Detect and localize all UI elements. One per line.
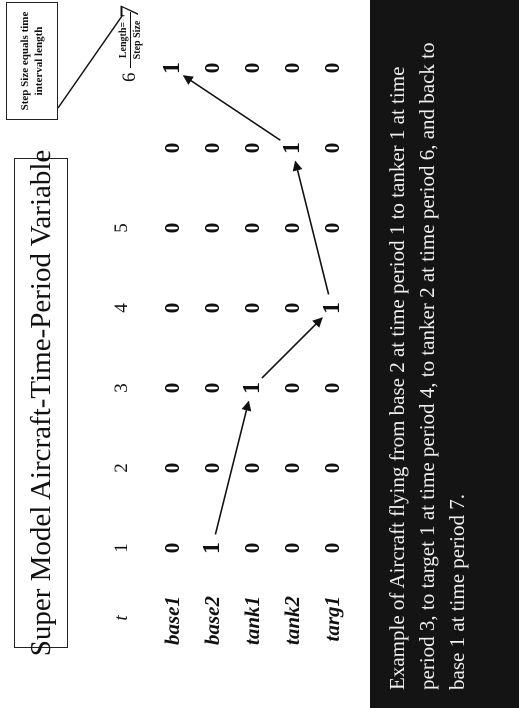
cell-tank2-t1: 0 [280,542,304,554]
formula-denominator: Step Size [132,20,143,60]
callout-pointer [58,16,122,108]
cell-tank2-t3: 0 [280,382,304,394]
cell-base2-t2: 0 [200,462,224,474]
cell-tank1-t2: 0 [240,462,264,474]
cell-tank1-t3: 1 [239,382,265,394]
column-header-1: 1 [111,543,132,553]
column-header-5: 5 [111,223,132,233]
caption-text: Example of Aircraft flying from base 2 at time period 1 to tanker 1 at time period 3, to target 1 at time period 4, to tanker 2 at time period 6, and back to base 1 at time period 7. [385,42,469,690]
cell-base1-t4: 0 [160,302,184,314]
cell-base1-t7: 1 [159,62,185,74]
cell-base2-t7: 0 [200,62,224,74]
cell-base2-t3: 0 [200,382,224,394]
corner-label-t: t [111,615,132,621]
cell-tank1-t5: 0 [240,222,264,234]
cell-base2-t4: 0 [200,302,224,314]
callout-text: Step Size equals time interval length [19,11,45,111]
row-label-tank1: tank1 [240,596,264,646]
cell-targ1-t1: 0 [320,542,344,554]
cell-base1-t3: 0 [160,382,184,394]
cell-base1-t2: 0 [160,462,184,474]
cell-tank1-t6: 0 [240,142,264,154]
cell-targ1-t2: 0 [320,462,344,474]
cell-tank1-t4: 0 [240,302,264,314]
cell-base1-t5: 0 [160,222,184,234]
cell-targ1-t7: 0 [320,62,344,74]
cell-base2-t1: 1 [199,542,225,554]
cell-targ1-t3: 0 [320,382,344,394]
cell-tank1-t1: 0 [240,542,264,554]
cell-targ1-t6: 0 [320,142,344,154]
row-label-base1: base1 [160,596,184,645]
column-header-3: 3 [111,383,132,393]
title-text: Super Model Aircraft-Time-Period Variable [24,149,57,657]
cell-base1-t1: 0 [160,542,184,554]
cell-targ1-t5: 0 [320,222,344,234]
column-header-4: 4 [111,303,132,313]
formula-numerator: Length= [118,21,129,59]
row-label-base2: base2 [200,596,224,645]
caption-box [370,0,519,708]
row-label-tank2: tank2 [280,596,304,646]
column-header-6: 6 [119,72,140,82]
path-arrow-2 [262,318,322,378]
column-header-2: 2 [111,463,132,473]
cell-base1-t6: 0 [160,142,184,154]
column-header-7: 7 [115,5,144,18]
path-arrow-4 [184,76,281,140]
path-arrow-3 [295,162,328,295]
cell-tank2-t5: 0 [280,222,304,234]
path-arrow-1 [215,402,248,535]
cell-targ1-t4: 1 [319,302,345,314]
cell-tank2-t7: 0 [280,62,304,74]
cell-tank1-t7: 0 [240,62,264,74]
cell-tank2-t2: 0 [280,462,304,474]
cell-tank2-t6: 1 [279,142,305,154]
cell-base2-t6: 0 [200,142,224,154]
cell-base2-t5: 0 [200,222,224,234]
cell-tank2-t4: 0 [280,302,304,314]
row-label-targ1: targ1 [320,596,344,642]
